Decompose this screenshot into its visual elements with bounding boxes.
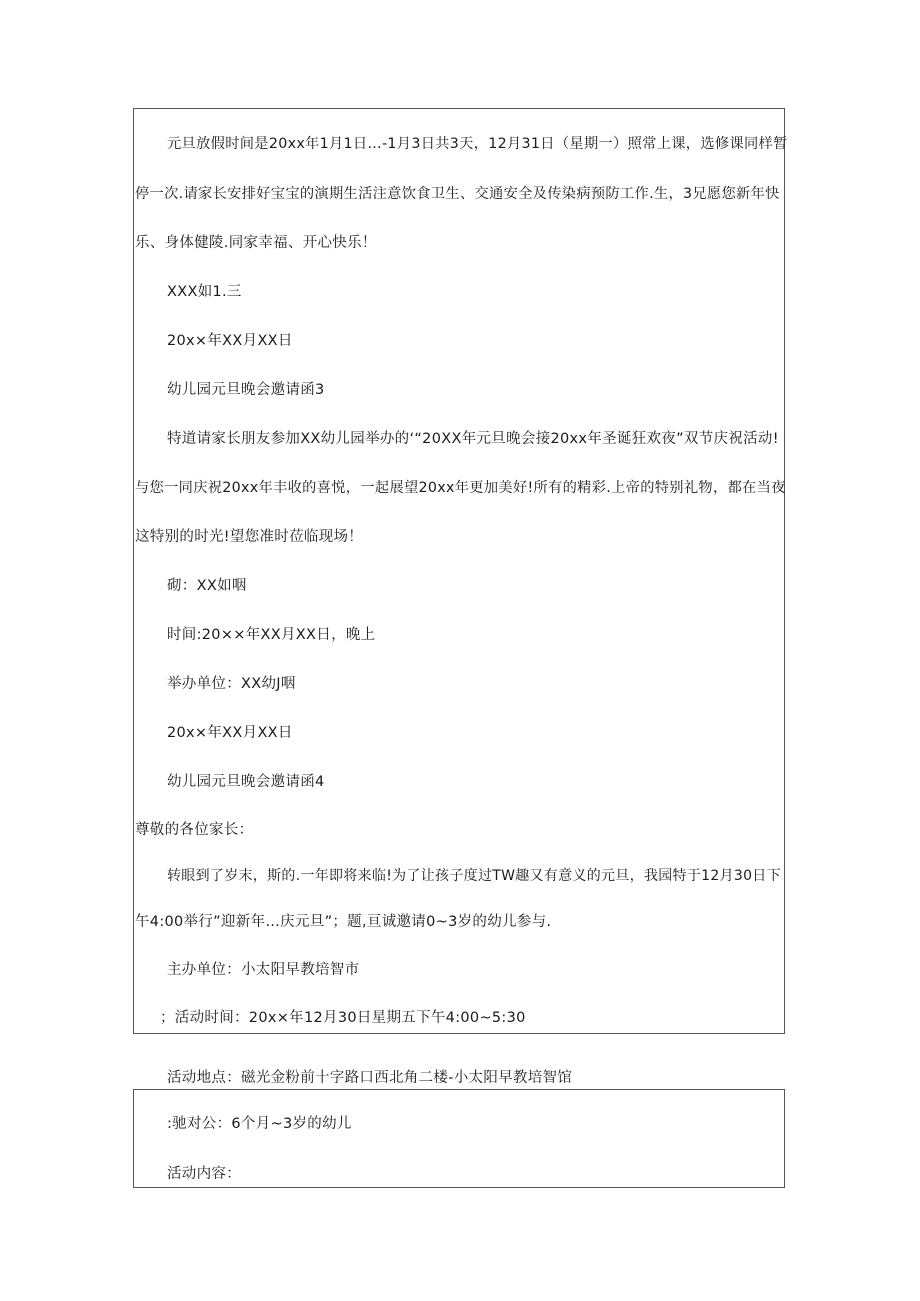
paragraph-line: 转眼到了岁末，斯的.一年即将来临!为了让孩子度过TW趣又有意义的元旦，我园特于12月30日下 xyxy=(167,868,781,884)
salutation-line: 尊敬的各位家长： xyxy=(135,822,254,838)
paragraph-line: 元旦放假时间是20xx年1月1日…-1月3日共3天，12月31日（星期一）照常上课，选修课同样暂 xyxy=(167,136,788,152)
date-line: 20x×年XX月XX日 xyxy=(167,333,293,349)
activity-content-line: 活动内容： xyxy=(167,1166,241,1182)
paragraph-line: 乐、身体健陵.同家幸福、开心快乐！ xyxy=(135,235,377,251)
activity-time-line: ；活动时间：20x×年12月30日星期五下午4:00~5:30 xyxy=(160,1010,526,1026)
paragraph-line: 与您一同庆祝20xx年丰收的喜悦，一起展望20xx年更加美好!所有的精彩.上帝的特别礼物，都在当夜 xyxy=(135,480,786,496)
paragraph-line: 停一次.请家长安排好宝宝的演期生活注意饮食卫生、交通安全及传染病预防工作.生，3兄愿您新年快 xyxy=(135,186,780,202)
signature-line: XXX如1.三 xyxy=(167,284,242,300)
paragraph-line: 特道请家长朋友参加XX幼儿园举办的‘“20XX年元旦晚会接20xx年圣诞狂欢夜”双节庆祝活动! xyxy=(167,431,779,447)
date-line: 20x×年XX月XX日 xyxy=(167,725,293,741)
section-heading: 幼儿园元旦晚会邀请函4 xyxy=(167,774,325,790)
organizer-line: 主办单位：小太阳早教培智市 xyxy=(167,962,360,978)
time-line: 时间:20××年XX月XX日，晚上 xyxy=(167,627,376,643)
activity-location-line: 活动地点：磁光金粉前十字路口西北角二楼-小太阳早教培智馆 xyxy=(167,1070,573,1086)
organizer-line: 举办单位：XX幼J咽 xyxy=(167,676,296,692)
paragraph-line: 午4:00举行”迎新年…庆元旦”；题,亘诚邀请0~3岁的幼儿参与. xyxy=(135,914,552,930)
audience-line: :驰对公：6个月~3岁的幼儿 xyxy=(167,1116,352,1132)
paragraph-line: 这特别的时光!望您准时莅临现场！ xyxy=(135,529,364,545)
section-heading: 幼儿园元旦晚会邀请函3 xyxy=(167,382,325,398)
location-line: 砌：XX如咽 xyxy=(167,578,247,594)
